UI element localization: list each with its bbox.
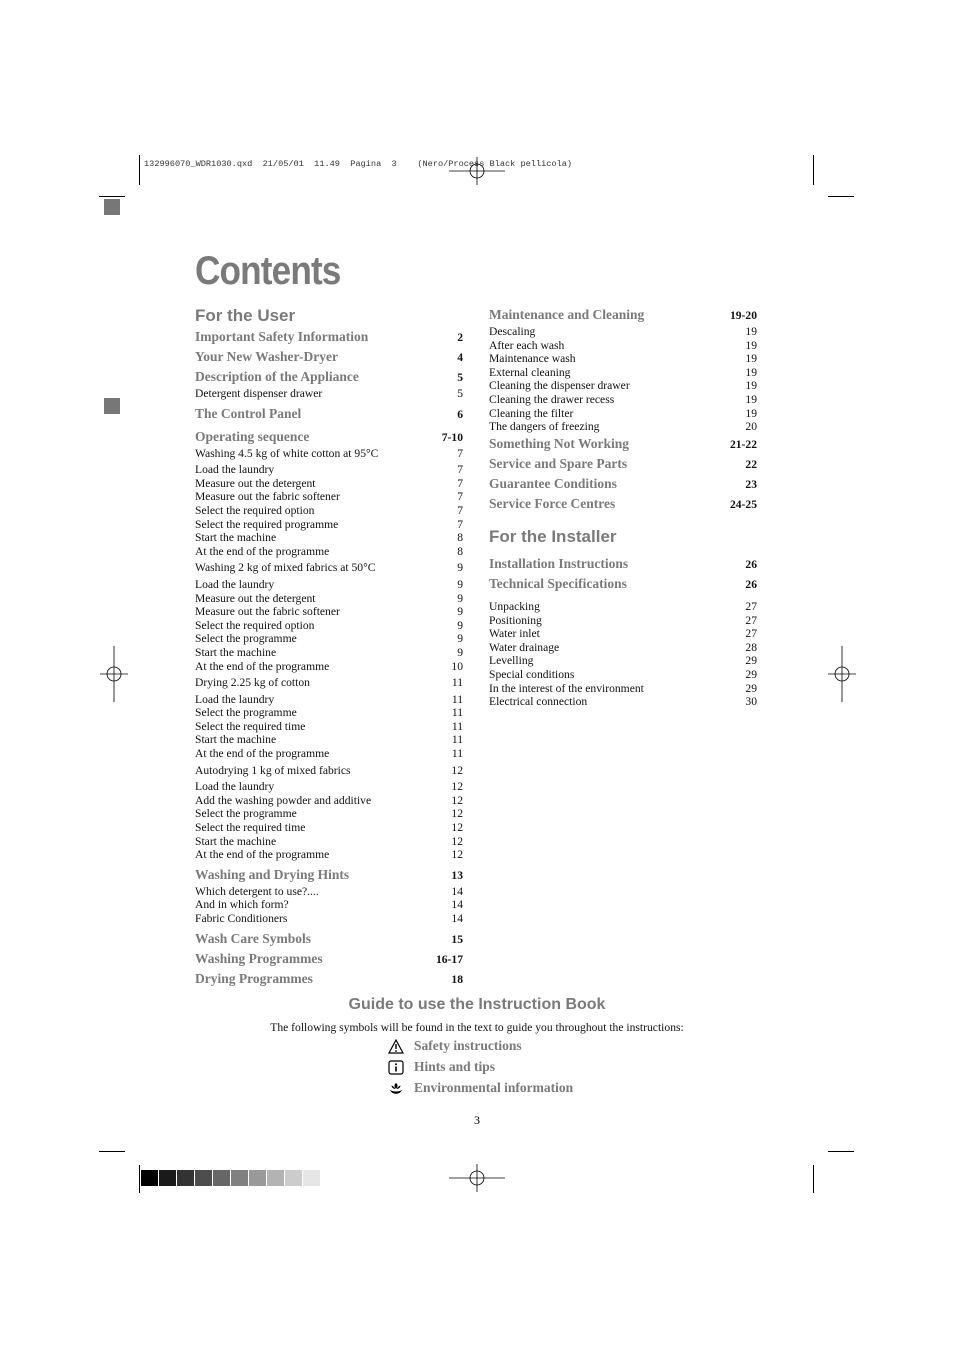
toc-entry-label: Measure out the detergent	[195, 591, 316, 605]
toc-entry-label: External cleaning	[489, 365, 571, 379]
toc-entry-label: Load the laundry	[195, 577, 275, 591]
toc-entry-label: Select the required programme	[195, 517, 339, 531]
toc-entry	[195, 848, 463, 862]
toc-entry	[195, 969, 463, 989]
toc-entry-label: Maintenance and Cleaning	[489, 307, 645, 322]
toc-entry-page: 12	[451, 807, 463, 821]
toc-entry-page: 7	[457, 446, 463, 460]
guide-symbol-label: Safety instructions	[414, 1038, 522, 1053]
toc-entry-label: Load the laundry	[195, 463, 275, 477]
toc-entry	[489, 554, 757, 574]
installer-section-heading: For the Installer	[489, 527, 617, 546]
toc-entry-page: 14	[451, 884, 463, 898]
toc-entry-label: Detergent dispenser drawer	[195, 387, 323, 400]
toc-entry-page: 11	[451, 719, 463, 733]
toc-entry	[489, 339, 757, 353]
toc-entry-page: 14	[451, 912, 463, 925]
crop-mark	[828, 196, 854, 197]
toc-entry	[489, 407, 757, 421]
toc-entry-page: 27	[745, 627, 757, 641]
toc-entry	[195, 885, 463, 899]
toc-entry-label: Your New Washer-Dryer	[195, 349, 338, 364]
toc-entry-page: 10	[451, 659, 463, 673]
toc-entry-label: Cleaning the dispenser drawer	[489, 379, 630, 393]
toc-entry-page: 9	[457, 605, 463, 619]
guide-symbol-label: Hints and tips	[414, 1059, 496, 1074]
crop-mark	[813, 1165, 814, 1193]
toc-entry-page: 6	[457, 407, 463, 421]
toc-entry	[195, 427, 463, 447]
toc-entry-label: At the end of the programme	[195, 659, 330, 673]
toc-entry-label: Wash Care Symbols	[195, 930, 312, 946]
toc-entry-label: Description of the Appliance	[195, 369, 359, 384]
toc-entry	[489, 352, 757, 366]
toc-entry-page: 5	[457, 387, 463, 400]
toc-entry-label: Washing 4.5 kg of white cotton at 95°C	[195, 446, 379, 460]
toc-entry	[489, 682, 757, 696]
toc-entry-page: 7	[457, 517, 463, 531]
toc-entry	[195, 720, 463, 734]
toc-entry	[195, 561, 463, 575]
toc-entry	[195, 706, 463, 720]
toc-entry-label: Washing 2 kg of mixed fabrics at 50°C	[195, 561, 376, 575]
toc-entry	[195, 545, 463, 559]
color-swatch	[141, 1170, 158, 1186]
toc-entry	[489, 668, 757, 682]
toc-entry-page: 11	[451, 692, 463, 706]
toc-entry-page: 7	[457, 476, 463, 490]
toc-entry-page: 9	[457, 645, 463, 659]
crop-mark	[99, 196, 125, 197]
toc-entry-page: 27	[745, 600, 757, 613]
toc-entry-label: Maintenance wash	[489, 352, 576, 366]
toc-entry-label: Guarantee Conditions	[489, 475, 617, 491]
toc-entry-label: Select the required option	[195, 618, 315, 632]
maintenance-contents-list	[489, 305, 757, 514]
color-swatch	[159, 1170, 176, 1186]
toc-entry	[195, 592, 463, 606]
toc-entry	[195, 578, 463, 592]
toc-entry-page: 11	[451, 706, 463, 720]
registration-mark-icon	[449, 1150, 505, 1206]
toc-entry-page: 14	[451, 898, 463, 912]
toc-entry	[195, 929, 463, 949]
toc-entry	[195, 463, 463, 477]
toc-entry-label: Load the laundry	[195, 692, 275, 706]
toc-entry-page: 12	[451, 793, 463, 807]
toc-entry-label: Positioning	[489, 613, 542, 627]
toc-entry	[195, 477, 463, 491]
toc-entry-page: 9	[457, 632, 463, 646]
toc-entry-page: 19-20	[729, 309, 757, 322]
toc-entry-label: Measure out the fabric softener	[195, 605, 340, 619]
toc-entry-page: 21-22	[729, 437, 757, 451]
toc-entry-label: The dangers of freezing	[489, 420, 600, 434]
toc-entry	[489, 641, 757, 655]
toc-entry	[489, 614, 757, 628]
toc-entry-label: Water drainage	[489, 640, 560, 654]
toc-entry-page: 9	[457, 561, 463, 575]
toc-entry-label: Start the machine	[195, 733, 277, 747]
color-calibration-bar	[141, 1170, 320, 1186]
crop-mark	[139, 155, 140, 185]
toc-entry-label: At the end of the programme	[195, 544, 330, 558]
page-title: Contents	[195, 249, 341, 293]
toc-entry	[195, 605, 463, 619]
toc-entry	[195, 835, 463, 849]
toc-entry-page: 8	[457, 531, 463, 545]
toc-entry-page: 22	[745, 457, 757, 471]
toc-entry-page: 12	[451, 780, 463, 794]
guide-intro-text: The following symbols will be found in the text to guide you throughout the instructions:	[270, 1021, 684, 1034]
toc-entry-label: At the end of the programme	[195, 848, 330, 862]
toc-entry-page: 26	[745, 578, 757, 591]
guide-symbol-label: Environmental information	[414, 1080, 574, 1095]
toc-entry-page: 4	[457, 351, 463, 364]
print-slug: 132996070_WDR1030.qxd 21/05/01 11.49 Pagina 3 (Nero/Process Black pellicola)	[144, 159, 573, 169]
toc-entry-page: 8	[457, 544, 463, 558]
color-swatch	[249, 1170, 266, 1186]
registration-mark-icon	[449, 143, 505, 199]
toc-entry	[195, 518, 463, 532]
toc-entry-page: 11	[451, 676, 463, 690]
toc-entry-page: 23	[745, 477, 757, 491]
toc-entry-page: 19	[745, 392, 757, 406]
toc-entry	[489, 627, 757, 641]
toc-entry-label: Select the programme	[195, 706, 297, 720]
toc-entry-label: Select the required time	[195, 719, 306, 733]
toc-entry	[195, 504, 463, 518]
toc-entry	[195, 821, 463, 835]
toc-entry-page: 7	[457, 503, 463, 517]
toc-entry-label: Unpacking	[489, 600, 540, 613]
toc-entry-page: 20	[745, 420, 757, 434]
toc-entry-label: Start the machine	[195, 531, 277, 545]
toc-entry-label: Levelling	[489, 654, 534, 668]
toc-entry-label: Drying Programmes	[195, 970, 313, 986]
toc-entry-page: 9	[457, 618, 463, 632]
color-swatch	[195, 1170, 212, 1186]
toc-entry-label: Fabric Conditioners	[195, 912, 288, 925]
toc-entry	[489, 454, 757, 474]
user-section-heading: For the User	[195, 306, 296, 325]
toc-entry	[195, 865, 463, 885]
toc-entry-page: 11	[451, 733, 463, 747]
toc-entry	[195, 632, 463, 646]
toc-entry-page: 11	[451, 747, 463, 761]
toc-entry-label: Operating sequence	[195, 428, 310, 444]
toc-entry	[195, 912, 463, 926]
toc-entry-label: Select the programme	[195, 632, 297, 646]
toc-entry-label: Start the machine	[195, 834, 277, 848]
registration-mark-icon	[814, 646, 870, 702]
toc-entry-label: In the interest of the environment	[489, 681, 644, 695]
toc-entry-page: 18	[451, 972, 463, 986]
color-swatch	[177, 1170, 194, 1186]
toc-entry-page: 27	[745, 613, 757, 627]
toc-entry	[489, 434, 757, 454]
toc-entry-label: Important Safety Information	[195, 329, 369, 344]
toc-entry-page: 29	[745, 654, 757, 668]
toc-entry-page: 12	[451, 763, 463, 777]
toc-entry-label: At the end of the programme	[195, 747, 330, 761]
toc-entry-page: 15	[451, 932, 463, 946]
toc-entry	[195, 347, 463, 367]
toc-entry-label: After each wash	[489, 338, 565, 352]
toc-entry-page: 7	[457, 490, 463, 504]
toc-entry	[195, 747, 463, 761]
user-contents-list	[195, 327, 463, 989]
toc-entry-page: 24-25	[729, 497, 757, 511]
toc-entry-label: Something Not Working	[489, 435, 630, 451]
toc-entry	[195, 490, 463, 504]
color-swatch	[285, 1170, 302, 1186]
color-swatch	[231, 1170, 248, 1186]
registration-mark-icon	[86, 646, 142, 702]
toc-entry	[195, 764, 463, 778]
toc-entry	[489, 305, 757, 325]
grey-marker-square	[104, 199, 120, 215]
toc-entry-label: Measure out the fabric softener	[195, 490, 340, 504]
toc-entry	[195, 327, 463, 347]
crop-mark	[813, 155, 814, 185]
toc-entry-page: 26	[745, 558, 757, 571]
toc-entry-page: 13	[451, 868, 463, 882]
toc-entry	[195, 619, 463, 633]
toc-entry	[489, 695, 757, 709]
color-swatch	[267, 1170, 284, 1186]
toc-entry-label: Technical Specifications	[489, 576, 627, 591]
toc-entry-page: 2	[457, 331, 463, 344]
toc-entry-label: Water inlet	[489, 627, 540, 641]
toc-entry-label: Special conditions	[489, 667, 575, 681]
installer-contents-list	[489, 554, 757, 709]
toc-entry	[489, 379, 757, 393]
toc-entry-label: Installation Instructions	[489, 556, 629, 571]
guide-symbol-row	[388, 1059, 495, 1075]
toc-entry	[195, 531, 463, 545]
toc-entry	[489, 494, 757, 514]
toc-entry-page: 7-10	[441, 430, 463, 444]
toc-entry-label: Which detergent to use?....	[195, 884, 319, 898]
toc-entry-label: Service Force Centres	[489, 495, 616, 511]
toc-entry	[195, 387, 463, 401]
environment-flower-icon	[388, 1081, 404, 1096]
toc-entry	[489, 600, 757, 614]
toc-entry-page: 9	[457, 577, 463, 591]
toc-entry-label: Cleaning the filter	[489, 406, 574, 420]
toc-entry-label: Select the programme	[195, 807, 297, 821]
toc-entry-label: The Control Panel	[195, 405, 302, 421]
toc-entry-page: 29	[745, 681, 757, 695]
toc-entry-label: Cleaning the drawer recess	[489, 392, 615, 406]
toc-entry-label: Measure out the detergent	[195, 476, 316, 490]
toc-entry	[195, 794, 463, 808]
crop-mark	[139, 1165, 140, 1193]
crop-mark	[99, 1151, 125, 1152]
toc-entry	[195, 367, 463, 387]
toc-entry	[489, 654, 757, 668]
toc-entry-page: 12	[451, 821, 463, 835]
toc-entry	[195, 676, 463, 690]
toc-entry	[195, 447, 463, 461]
info-icon	[388, 1060, 404, 1075]
toc-entry-label: And in which form?	[195, 898, 289, 912]
toc-entry	[489, 574, 757, 594]
toc-entry-page: 30	[745, 695, 757, 709]
toc-entry-label: Electrical connection	[489, 695, 588, 709]
toc-entry	[195, 898, 463, 912]
toc-entry-page: 19	[745, 325, 757, 338]
toc-entry	[489, 393, 757, 407]
toc-entry-page: 19	[745, 379, 757, 393]
guide-symbol-row	[388, 1080, 573, 1096]
toc-entry-label: Start the machine	[195, 645, 277, 659]
toc-entry-page: 29	[745, 667, 757, 681]
toc-entry-page: 19	[745, 406, 757, 420]
toc-entry-label: Descaling	[489, 325, 536, 338]
toc-entry-label: Select the required option	[195, 503, 315, 517]
color-swatch	[303, 1170, 320, 1186]
toc-entry-page: 12	[451, 834, 463, 848]
warning-triangle-icon	[388, 1039, 404, 1054]
toc-entry	[195, 780, 463, 794]
toc-entry	[195, 660, 463, 674]
grey-marker-square	[104, 398, 120, 414]
guide-title: Guide to use the Instruction Book	[348, 996, 606, 1013]
toc-entry	[195, 807, 463, 821]
toc-entry-label: Add the washing powder and additive	[195, 793, 372, 807]
toc-entry-label: Select the required time	[195, 821, 306, 835]
toc-entry-label: Autodrying 1 kg of mixed fabrics	[195, 763, 351, 777]
toc-entry-label: Service and Spare Parts	[489, 455, 628, 471]
color-swatch	[213, 1170, 230, 1186]
toc-entry	[489, 474, 757, 494]
toc-entry	[195, 949, 463, 969]
toc-entry-page: 19	[745, 352, 757, 366]
page-number: 3	[474, 1113, 480, 1127]
toc-entry-page: 16-17	[435, 952, 463, 966]
toc-entry-page: 19	[745, 338, 757, 352]
toc-entry-page: 28	[745, 640, 757, 654]
toc-entry-page: 9	[457, 591, 463, 605]
toc-entry	[489, 366, 757, 380]
toc-entry-label: Drying 2.25 kg of cotton	[195, 676, 310, 690]
toc-entry	[195, 693, 463, 707]
toc-entry-label: Load the laundry	[195, 780, 275, 794]
toc-entry-page: 7	[457, 463, 463, 477]
toc-entry	[489, 420, 757, 434]
toc-entry-label: Washing and Drying Hints	[195, 866, 350, 882]
toc-entry	[489, 325, 757, 339]
crop-mark	[828, 1151, 854, 1152]
guide-symbol-row	[388, 1038, 522, 1054]
toc-entry	[195, 646, 463, 660]
toc-entry-page: 5	[457, 371, 463, 384]
toc-entry-page: 19	[745, 365, 757, 379]
toc-entry-page: 12	[451, 848, 463, 862]
toc-entry	[195, 733, 463, 747]
toc-entry-label: Washing Programmes	[195, 950, 323, 966]
toc-entry	[195, 404, 463, 424]
